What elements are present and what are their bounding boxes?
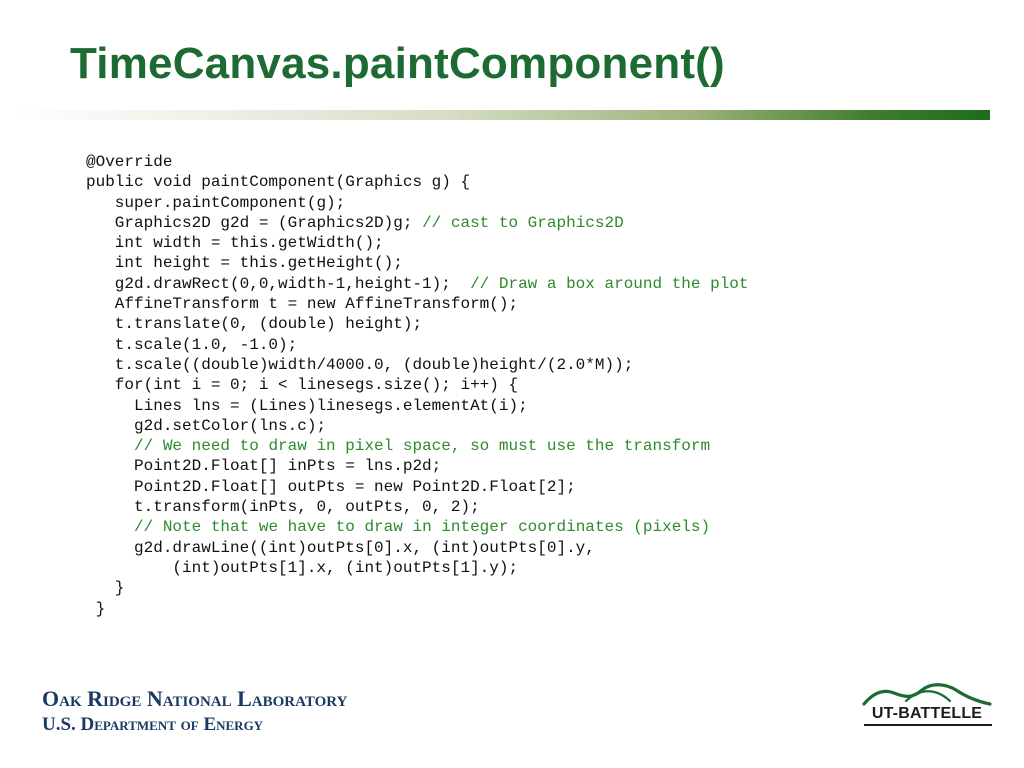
code-line <box>86 578 749 598</box>
code-line <box>86 477 749 497</box>
title-divider <box>10 110 990 120</box>
code-line <box>86 253 749 273</box>
code-line <box>86 172 749 192</box>
code-line <box>86 436 749 456</box>
code-text <box>86 518 134 536</box>
code-text: super.paintComponent(g); <box>86 193 346 212</box>
code-line <box>86 274 749 294</box>
footer-org-name: Oak Ridge National Laboratory <box>42 686 348 711</box>
code-block <box>86 152 749 619</box>
code-text: t.scale(1.0, -1.0); <box>86 335 298 354</box>
code-text: int height = this.getHeight(); <box>86 254 403 273</box>
code-line <box>86 517 749 537</box>
code-text: for(int i = 0; i < linesegs.size(); i++) { <box>86 376 519 395</box>
code-text: g2d.drawRect(0,0,width-1,height-1); <box>86 274 471 293</box>
code-comment: // Draw a box around the plot <box>470 274 749 293</box>
code-comment: // We need to draw in pixel space, so must use the transform <box>134 437 711 456</box>
code-text: Point2D.Float[] outPts = new Point2D.Float[2]; <box>86 477 576 496</box>
code-line <box>86 375 749 395</box>
code-text: Point2D.Float[] inPts = lns.p2d; <box>86 457 442 476</box>
code-text: int width = this.getWidth(); <box>86 234 384 253</box>
logo-underline <box>864 724 992 726</box>
code-line <box>86 456 749 476</box>
code-text: } <box>86 599 106 618</box>
code-comment: // cast to Graphics2D <box>422 213 624 232</box>
code-line <box>86 538 749 558</box>
footer-department-name: U.S. Department of Energy <box>42 714 264 735</box>
code-comment: // Note that we have to draw in integer coordinates (pixels) <box>134 518 711 537</box>
ut-battelle-logo <box>860 680 994 730</box>
code-line <box>86 335 749 355</box>
code-line <box>86 497 749 517</box>
code-line <box>86 599 749 619</box>
code-text: AffineTransform t = new AffineTransform(); <box>86 295 519 314</box>
code-text: Graphics2D g2d = (Graphics2D)g; <box>86 213 423 232</box>
code-text: g2d.setColor(lns.c); <box>86 416 327 435</box>
code-text: t.transform(inPts, 0, outPts, 0, 2); <box>86 498 480 517</box>
code-text: (int)outPts[1].x, (int)outPts[1].y); <box>86 558 519 577</box>
code-line <box>86 193 749 213</box>
code-text <box>86 437 134 455</box>
code-line <box>86 233 749 253</box>
code-line <box>86 396 749 416</box>
code-text: public void paintComponent(Graphics g) { <box>86 173 471 192</box>
code-line <box>86 314 749 334</box>
code-line <box>86 213 749 233</box>
code-line <box>86 558 749 578</box>
code-text: t.scale((double)width/4000.0, (double)height/(2.0*M)); <box>86 355 634 374</box>
slide-title: TimeCanvas.paintComponent() <box>70 39 725 88</box>
code-line <box>86 355 749 375</box>
logo-wordmark: UT-BATTELLE <box>871 705 983 722</box>
code-line <box>86 152 749 172</box>
code-text: @Override <box>86 153 173 171</box>
code-line <box>86 416 749 436</box>
code-text: g2d.drawLine((int)outPts[0].x, (int)outPts[0].y, <box>86 538 595 557</box>
code-line <box>86 294 749 314</box>
code-text: } <box>86 579 125 598</box>
code-text: t.translate(0, (double) height); <box>86 315 423 334</box>
code-text: Lines lns = (Lines)linesegs.elementAt(i); <box>86 396 528 415</box>
